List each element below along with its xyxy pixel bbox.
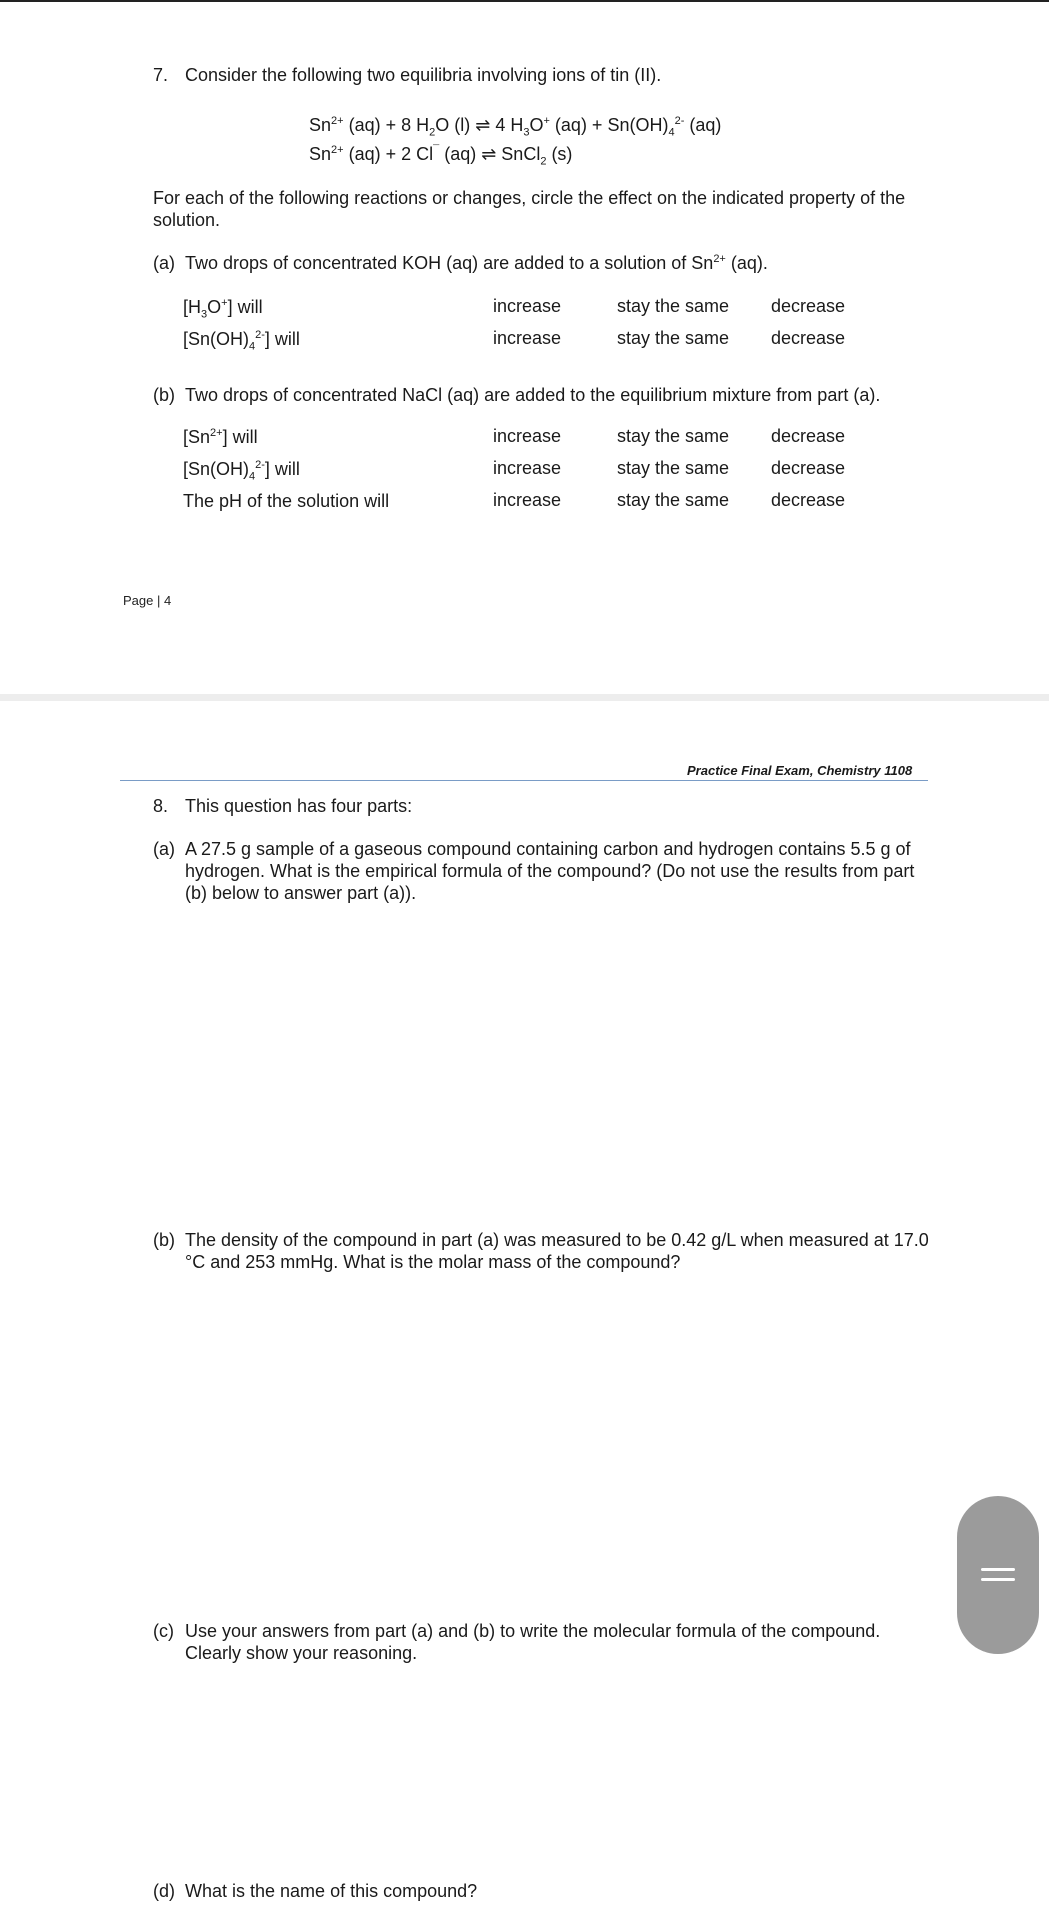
page-separator	[0, 694, 1049, 701]
q7b-text: Two drops of concentrated NaCl (aq) are added to the equilibrium mixture from part (a).	[185, 385, 881, 405]
q7a-row-2-increase[interactable]: increase	[493, 328, 562, 348]
q7a-label: (a)	[153, 253, 175, 273]
top-border	[0, 0, 1049, 2]
q8b-text: The density of the compound in part (a) was measured to be 0.42 g/L when measured at 17.0 °C and 253 mmHg. What is the molar mass of the compound?	[185, 1230, 929, 1272]
scroll-handle[interactable]	[957, 1496, 1039, 1654]
q8-number: 8.	[153, 796, 169, 816]
equation-2: $Sn^{2+}$ (aq) + 2 Cl¯ (aq) ⇌ SnCl$_2$ (s)	[309, 144, 573, 168]
q7a-row-1-increase[interactable]: increase	[493, 296, 562, 316]
q7-number: 7.	[153, 65, 169, 85]
q7b-row-3-decrease[interactable]: decrease	[771, 490, 846, 510]
q8a-label: (a)	[153, 839, 175, 859]
grip-line-icon	[981, 1578, 1015, 1581]
q7a-text: Two drops of concentrated KOH (aq) are added to a solution of $Sn^{2+}$ (aq).	[185, 253, 768, 273]
q7b-row-1-stay-same[interactable]: stay the same	[617, 426, 730, 446]
page-number: Page | 4	[123, 593, 172, 608]
q7a-row-1-stay-same[interactable]: stay the same	[617, 296, 730, 316]
q7b-row-2-decrease[interactable]: decrease	[771, 458, 846, 478]
q7b-row-1-increase[interactable]: increase	[493, 426, 562, 446]
q8a-text: A 27.5 g sample of a gaseous compound containing carbon and hydrogen contains 5.5 g of hydrogen. What is the empirical formula of the compound? (Do not use the results from part (b) below to answer part (a)).	[185, 839, 915, 903]
q7a-row-1-label: $[H_3O^+]$ will	[183, 297, 263, 321]
q7a-row-2-decrease[interactable]: decrease	[771, 328, 846, 348]
q7b-row-3-label: The pH of the solution will	[183, 491, 390, 511]
exam-header-title: Practice Final Exam, Chemistry 1108	[687, 763, 913, 778]
header-rule	[120, 780, 928, 781]
q8-intro: This question has four parts:	[185, 796, 413, 816]
q7b-row-2-increase[interactable]: increase	[493, 458, 562, 478]
q8d-text: What is the name of this compound?	[185, 1881, 478, 1901]
q8d-label: (d)	[153, 1881, 175, 1901]
q7b-row-1-label: $[Sn^{2+}]$ will	[183, 427, 258, 447]
q7-instructions: For each of the following reactions or changes, circle the effect on the indicated property of the solution.	[153, 188, 906, 230]
q7b-row-2-label: $[Sn(OH)_4^{2-}]$ will	[183, 459, 300, 483]
q7-intro: Consider the following two equilibria involving ions of tin (II).	[185, 65, 662, 85]
q7b-row-2-stay-same[interactable]: stay the same	[617, 458, 730, 478]
q7a-row-2-stay-same[interactable]: stay the same	[617, 328, 730, 348]
q7b-row-3-stay-same[interactable]: stay the same	[617, 490, 730, 510]
q7a-row-1-decrease[interactable]: decrease	[771, 296, 846, 316]
q8b-label: (b)	[153, 1230, 175, 1250]
grip-line-icon	[981, 1568, 1015, 1571]
q8c-label: (c)	[153, 1621, 174, 1641]
q7b-label: (b)	[153, 385, 175, 405]
q7b-row-1-decrease[interactable]: decrease	[771, 426, 846, 446]
q7b-row-3-increase[interactable]: increase	[493, 490, 562, 510]
q7a-row-2-label: $[Sn(OH)_4^{2-}]$ will	[183, 329, 300, 353]
q8c-text: Use your answers from part (a) and (b) to write the molecular formula of the compound. Clearly show your reasoning.	[185, 1621, 881, 1663]
equation-1: $Sn^{2+}$ (aq) + 8 $H_2O$ (l) ⇌ 4 $H_3O^+$ $(aq) + Sn(OH)_4^{2-}$ (aq)	[309, 115, 722, 139]
